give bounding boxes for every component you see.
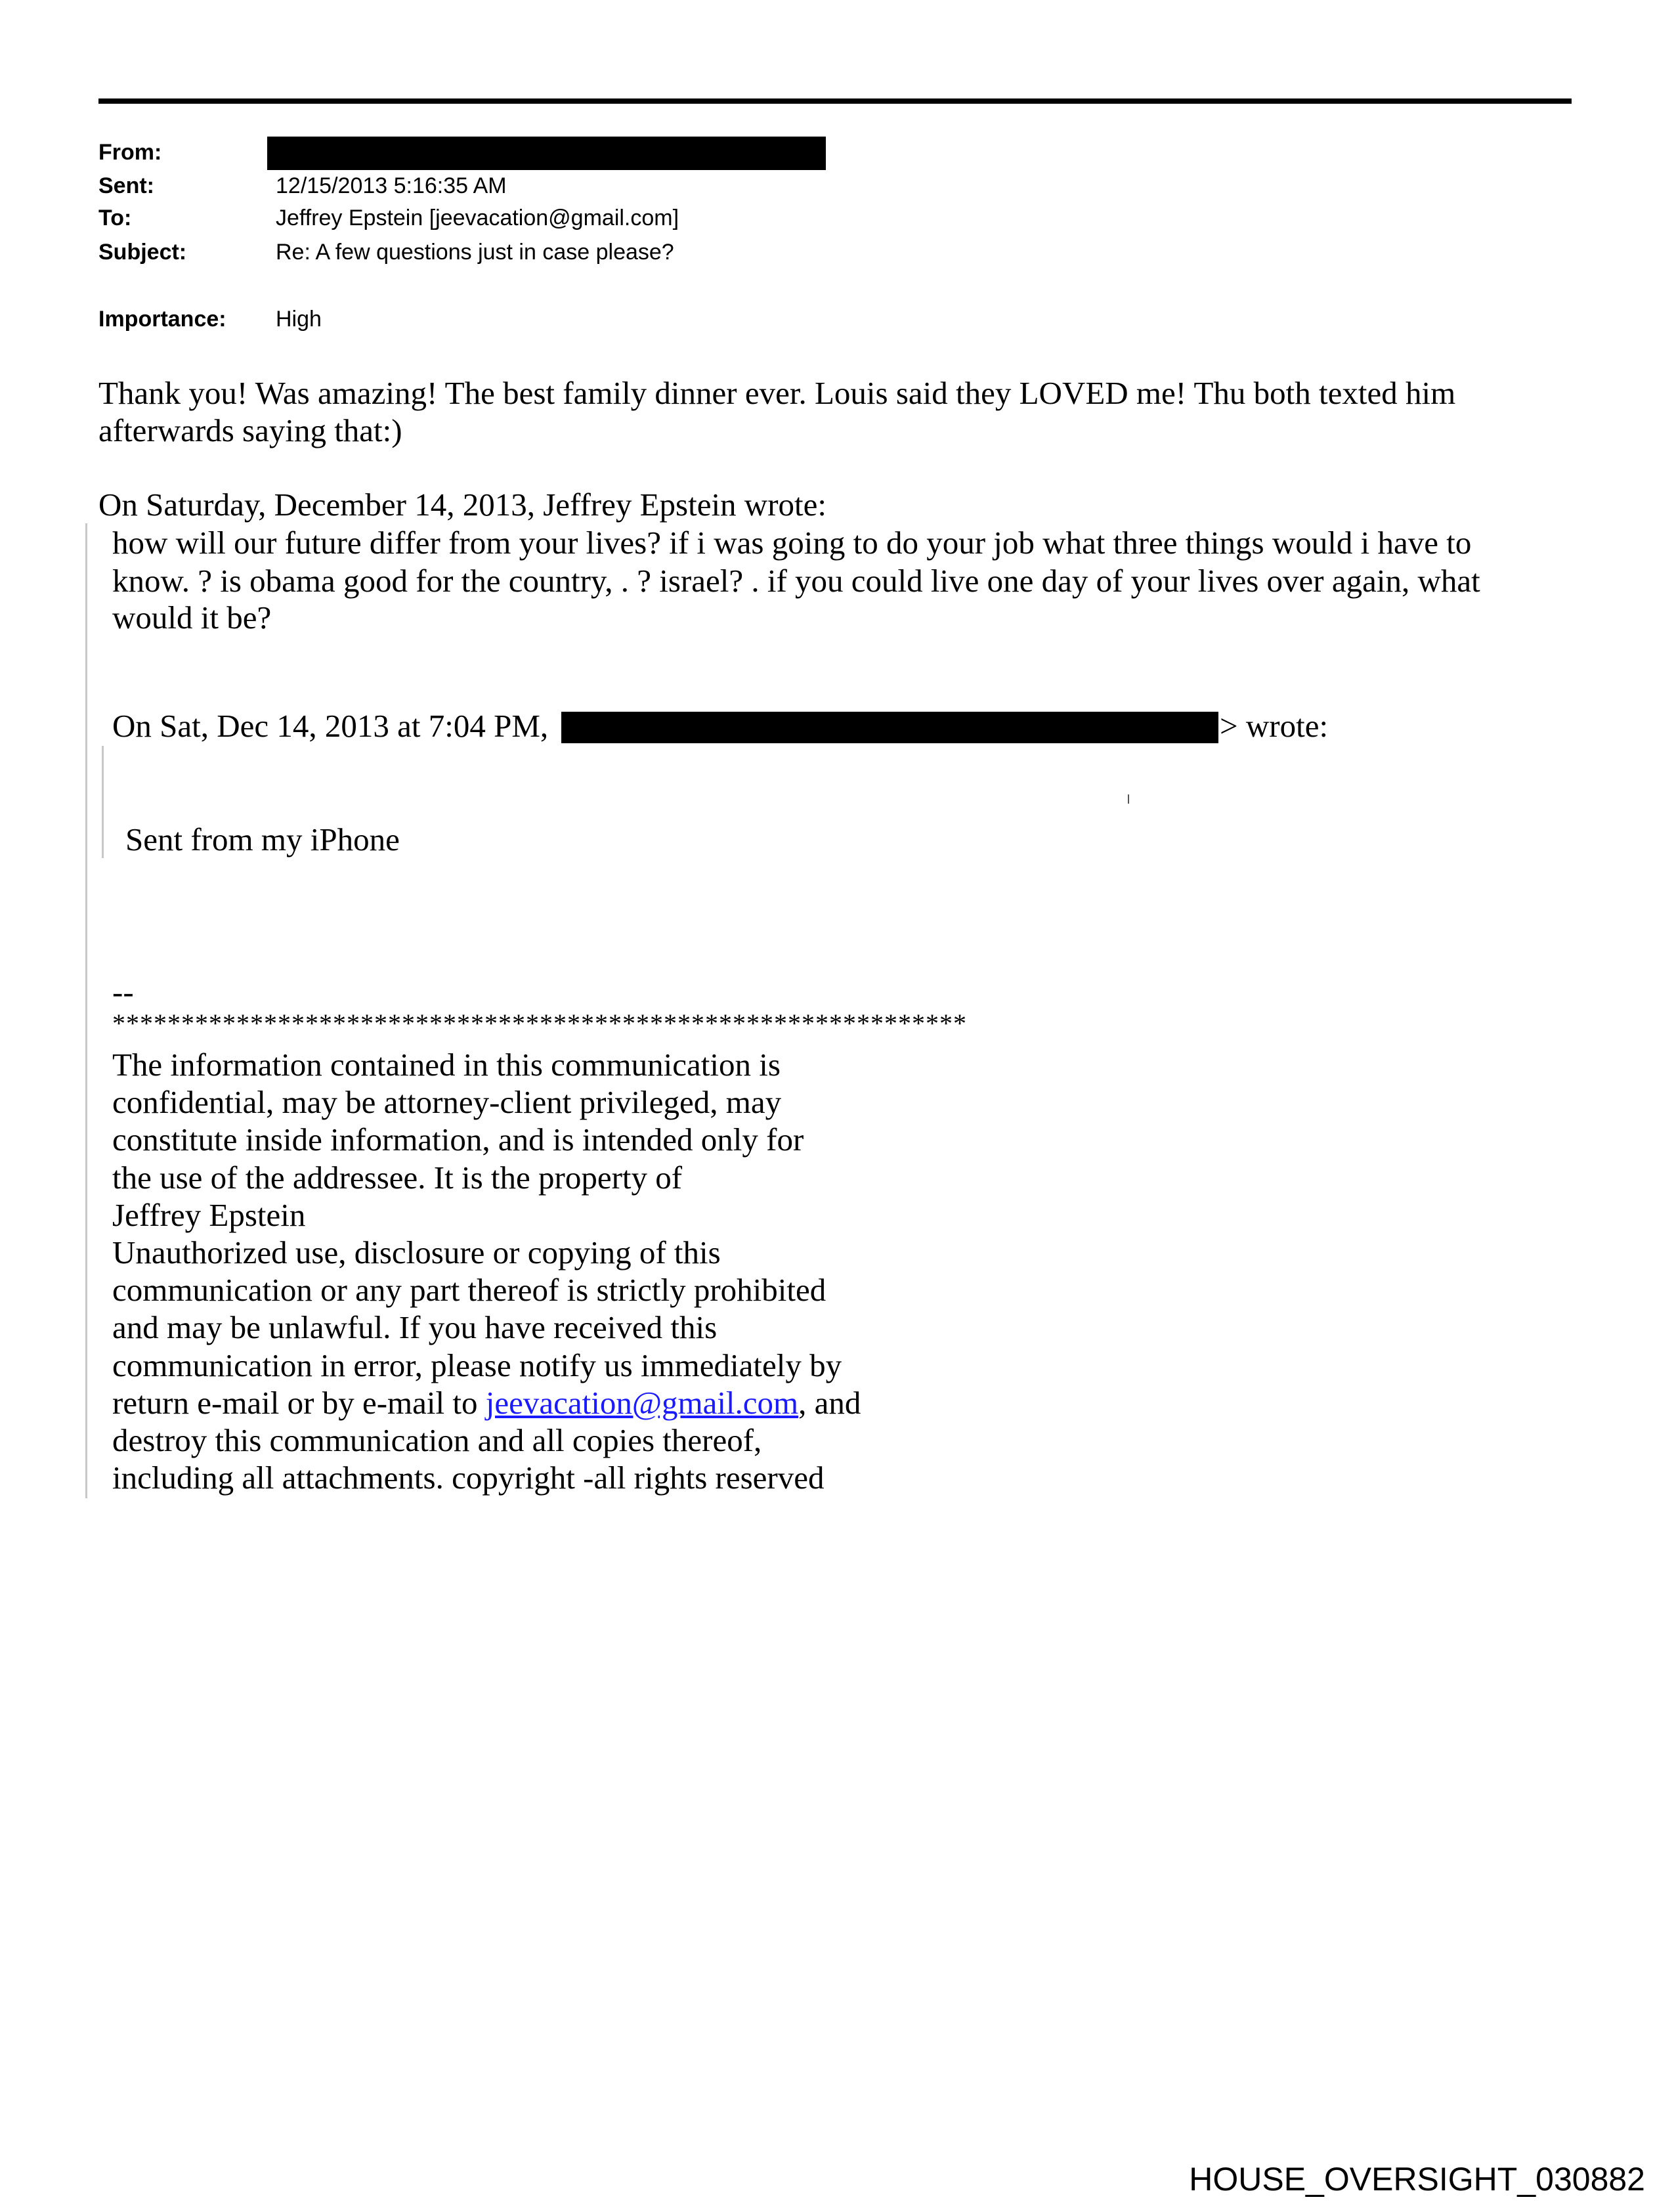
nested-quote-prefix: On Sat, Dec 14, 2013 at 7:04 PM, bbox=[112, 708, 549, 744]
sent-value: 12/15/2013 5:16:35 AM bbox=[276, 173, 507, 198]
disclaimer-link-prefix: return e-mail or by e-mail to bbox=[112, 1384, 486, 1421]
signature: Sent from my iPhone bbox=[125, 821, 400, 857]
reply-line: Thank you! Was amazing! The best family dinner ever. Louis said they LOVED me! Thu both texted him bbox=[98, 375, 1456, 411]
disclaimer-link-suffix: , and bbox=[798, 1384, 861, 1421]
to-label: To: bbox=[98, 206, 132, 230]
email-link[interactable]: jeevacation@gmail.com bbox=[485, 1384, 799, 1421]
quote-line: know. ? is obama good for the country, . ? israel? . if you could live one day of your lives over again, what bbox=[112, 563, 1480, 599]
disclaimer-line: the use of the addressee. It is the property of bbox=[112, 1159, 683, 1196]
subject-label: Subject: bbox=[98, 240, 187, 265]
separator-dashes: -- bbox=[112, 974, 134, 1010]
importance-label: Importance: bbox=[98, 307, 226, 332]
sender-redaction bbox=[561, 712, 1218, 743]
importance-value: High bbox=[276, 307, 322, 332]
disclaimer-line: Jeffrey Epstein bbox=[112, 1196, 306, 1233]
disclaimer-line: communication in error, please notify us immediately by bbox=[112, 1347, 842, 1383]
disclaimer-line: communication or any part thereof is strictly prohibited bbox=[112, 1272, 826, 1309]
separator-stars: ************************************************************** bbox=[112, 1008, 967, 1038]
quote-line: would it be? bbox=[112, 599, 272, 636]
disclaimer-line: Unauthorized use, disclosure or copying of this bbox=[112, 1234, 721, 1271]
quote-border bbox=[85, 523, 87, 1498]
nested-quote-border bbox=[102, 746, 104, 858]
from-redaction bbox=[267, 137, 826, 170]
disclaimer-line bbox=[112, 1384, 861, 1421]
top-rule bbox=[98, 98, 1572, 104]
disclaimer-line: confidential, may be attorney-client privileged, may bbox=[112, 1084, 782, 1121]
sent-label: Sent: bbox=[98, 173, 154, 198]
scan-artifact bbox=[1128, 794, 1129, 804]
to-value: Jeffrey Epstein [jeevacation@gmail.com] bbox=[276, 206, 679, 230]
from-label: From: bbox=[98, 140, 162, 165]
reply-line: afterwards saying that:) bbox=[98, 412, 402, 448]
disclaimer-line: including all attachments. copyright -all rights reserved bbox=[112, 1460, 825, 1496]
bates-number: HOUSE_OVERSIGHT_030882 bbox=[1189, 2161, 1645, 2198]
subject-value: Re: A few questions just in case please? bbox=[276, 240, 674, 265]
disclaimer-line: constitute inside information, and is intended only for bbox=[112, 1121, 804, 1158]
quote-line: how will our future differ from your lives? if i was going to do your job what three things would i have to bbox=[112, 525, 1472, 561]
disclaimer bbox=[112, 1046, 861, 1496]
quote-header: On Saturday, December 14, 2013, Jeffrey Epstein wrote: bbox=[98, 487, 826, 523]
disclaimer-line: destroy this communication and all copies thereof, bbox=[112, 1422, 762, 1459]
disclaimer-line: The information contained in this communication is bbox=[112, 1047, 781, 1083]
disclaimer-line: and may be unlawful. If you have received this bbox=[112, 1309, 718, 1346]
nested-quote-suffix: > wrote: bbox=[1220, 708, 1329, 744]
